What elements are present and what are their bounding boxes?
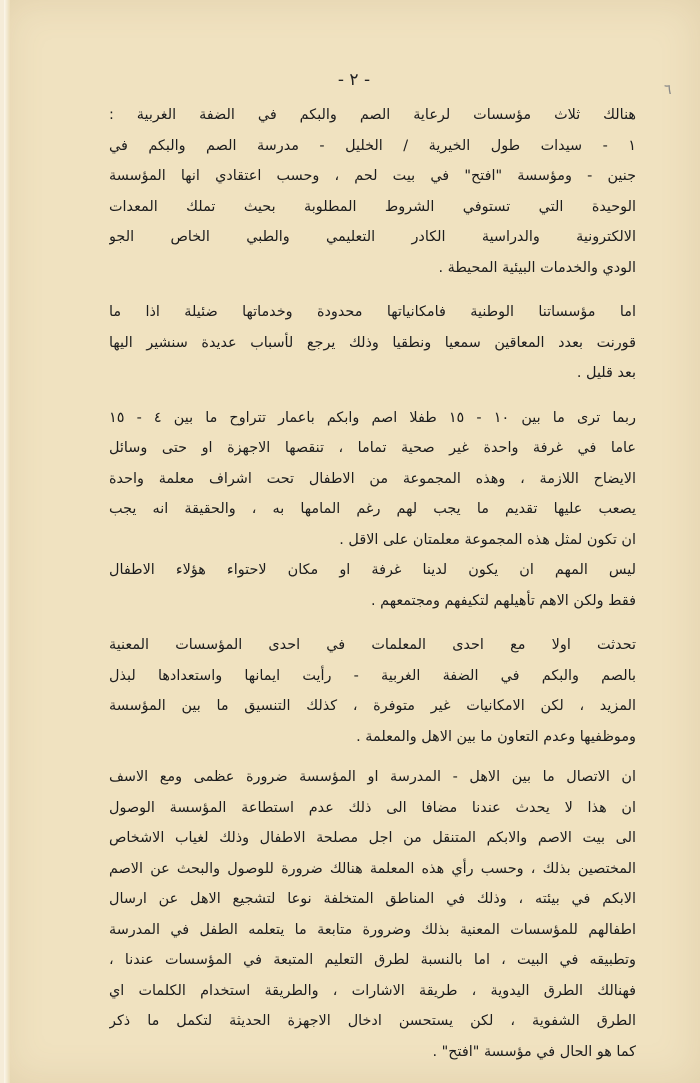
text-line: فقط ولكن الاهم تأهيلهم لتكيفهم ومجتمعهم . — [370, 592, 636, 609]
text-line: بالصم والبكم في الضفة الغربية - رأيت ايمانها واستعدادها لبذل — [109, 667, 636, 684]
text-line: الوحيدة التي تستوفي الشروط المطلوبة بحيث تملك المعدات — [109, 198, 636, 215]
paragraph-qualification — [109, 555, 636, 616]
text-line: الطرق الشفوية ، لكن يستحسن ادخال الاجهزة الحديثة لتكمل ما ذكر — [109, 1013, 636, 1029]
text-line: جنين - ومؤسسة "افتح" في بيت لحم ، وحسب اعتقادي انها المؤسسة — [109, 168, 636, 184]
text-line: الايضاح اللازمة ، وهذه المجموعة من الاطفال تحت اشراف معلمة واحدة — [109, 470, 636, 487]
text-line: وموظفيها وعدم التعاون ما بين الاهل والمعلمة . — [356, 728, 636, 745]
corner-mark: ٦ — [664, 82, 672, 98]
text-line: ليس المهم ان يكون لدينا غرفة او مكان لاحتواء هؤلاء الاطفال — [109, 562, 636, 578]
text-line: ربما ترى ما بين ١٠ - ١٥ طفلا اصم وابكم باعمار تتراوح ما بين ٤ - ١٥ — [109, 409, 636, 426]
text-line: ان الاتصال ما بين الاهل - المدرسة او المؤسسة ضرورة عظمى ومع الاسف — [109, 769, 636, 785]
text-line: يصعب عليها تقديم ما يجب لهم رغم المامها به ، والحقيقة انه يجب — [109, 501, 636, 517]
text-line: اطفالهم للمؤسسات المعنية بذلك وضرورة متابعة ما يتعلمه الطفل في المدرسة — [109, 921, 636, 938]
paragraph-gap — [109, 389, 636, 403]
paragraph-single-room — [109, 403, 636, 556]
text-line: ١ - سيدات طول الخيرية / الخليل - مدرسة الصم والبكم في — [109, 137, 636, 154]
paragraph-gap — [109, 283, 636, 297]
text-line: تحدثت اولا مع احدى المعلمات في احدى المؤسسات المعنية — [109, 637, 636, 653]
text-line: المزيد ، لكن الامكانيات غير متوفرة ، كذلك التنسيق ما بين المؤسسة — [109, 698, 636, 714]
text-line: عاما في غرفة واحدة غير صحية تماما ، تنقصها الاجهزة او حتى وسائل — [109, 440, 636, 456]
text-line: الى بيت الاصم والابكم المتنقل من اجل مصلحة الاطفال وذلك لغياب الاشخاص — [109, 830, 636, 846]
paragraph-gap — [109, 752, 636, 762]
text-line: ان تكون لمثل هذه المجموعة معلمتان على الاقل . — [339, 531, 636, 548]
paragraph-teacher-talk — [109, 630, 636, 752]
text-line: بعد قليل . — [576, 365, 636, 381]
text-line: هنالك ثلاث مؤسسات لرعاية الصم والبكم في الضفة الغربية : — [109, 107, 636, 123]
text-line: الالكترونية والدراسية الكادر التعليمي والطبي الخاص الجو — [109, 229, 636, 245]
document-body — [109, 100, 636, 1067]
text-line: وتطبيقه في البيت ، اما بالنسبة لطرق التعليم المتبعة في المؤسسات عندنا ، — [109, 952, 636, 968]
text-line: اما مؤسساتنا الوطنية فامكانياتها محدودة وخدماتها ضئيلة اذا ما — [109, 304, 636, 320]
paragraph-communication — [109, 762, 636, 1067]
text-line: ان هذا لا يحدث عندنا مضافا الى ذلك عدم استطاعة المؤسسة الوصول — [109, 799, 636, 816]
paragraph-schools-list — [109, 100, 636, 283]
page-number: - ٢ - — [337, 70, 371, 90]
text-line: المختصين بذلك ، وحسب رأي هذه المعلمة هنالك ضرورة للوصول والبحث عن الاصم — [109, 860, 636, 877]
text-line: قورنت بعدد المعاقين سمعيا ونطقيا وذلك يرجع لأسباب عديدة سنشير اليها — [109, 334, 636, 351]
text-line: الابكم في بيئته ، وذلك في المناطق المتخلفة نوعا لتشجيع الاهل عن ارسال — [109, 891, 636, 907]
paragraph-gap — [109, 616, 636, 630]
paragraph-limited-means — [109, 297, 636, 389]
text-line: فهنالك الطرق اليدوية ، طريقة الاشارات ، والطريقة استخدام الكلمات اي — [109, 982, 636, 999]
text-line: الودي والخدمات البيئية المحيطة . — [438, 259, 636, 276]
page-fold-edge — [4, 0, 10, 1083]
text-line: كما هو الحال في مؤسسة "افتح" . — [432, 1043, 636, 1060]
